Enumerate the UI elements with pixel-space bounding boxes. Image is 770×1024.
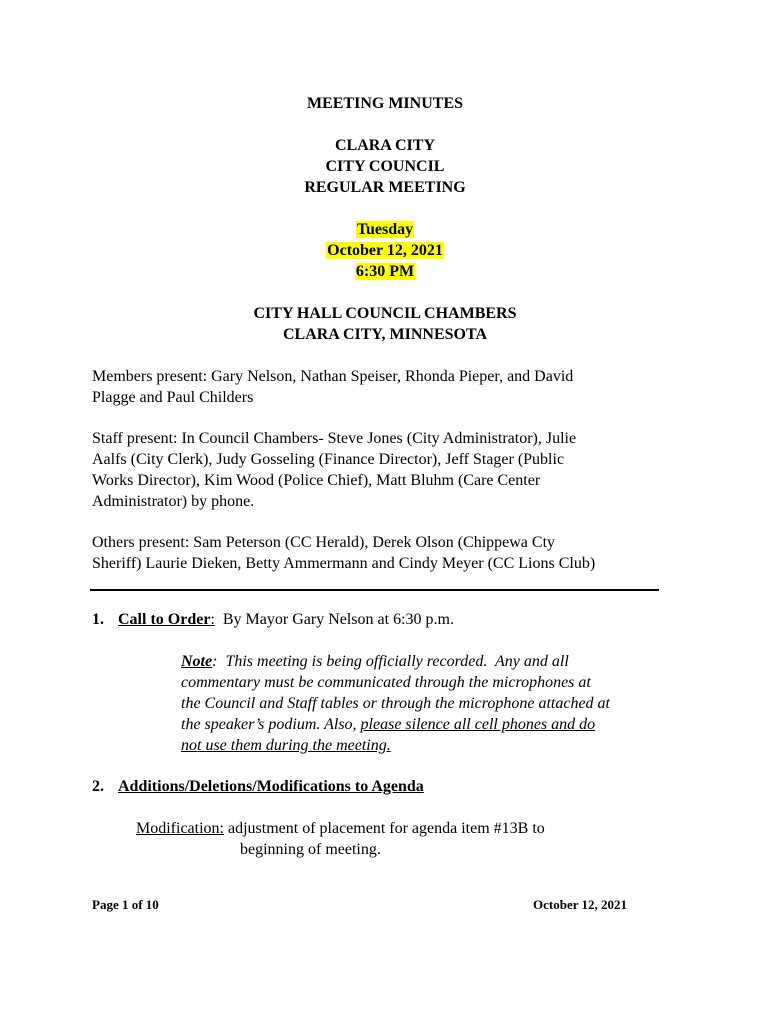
staff-line: Aalfs (City Clerk), Judy Gosseling (Finance Director), Jeff Stager (Public (92, 451, 565, 468)
location-venue: CITY HALL COUNCIL CHAMBERS (253, 305, 517, 322)
note-label: Note (181, 653, 213, 670)
others-line: Others present: Sam Peterson (CC Herald), Derek Olson (Chippewa Cty (92, 534, 556, 551)
staff-line: Staff present: In Council Chambers- Steve Jones (City Administrator), Julie (92, 430, 577, 447)
agenda-item-call-to-order (92, 609, 454, 630)
staff-line: Works Director), Kim Wood (Police Chief), Matt Bluhm (Care Center (92, 472, 541, 489)
city-name: CLARA CITY (334, 137, 435, 154)
location-city: CLARA CITY, MINNESOTA (282, 326, 488, 343)
note-underlined: not use them during the meeting. (181, 737, 391, 754)
staff-present (92, 428, 652, 512)
members-present (92, 366, 652, 408)
modification-label: Modification: (136, 820, 224, 837)
meeting-type: REGULAR MEETING (304, 179, 466, 196)
modification-text: adjustment of placement for agenda item #13B to (223, 820, 545, 837)
staff-line: Administrator) by phone. (92, 493, 255, 510)
agenda-item-heading: Call to Order (118, 611, 211, 628)
agenda-item-modifications (92, 776, 424, 797)
meeting-day: Tuesday (356, 221, 414, 238)
recording-note (181, 651, 661, 756)
footer-date: October 12, 2021 (533, 897, 627, 912)
agenda-item-number: 1. (92, 611, 104, 628)
modification-entry (136, 818, 656, 860)
members-line: Plagge and Paul Childers (92, 389, 254, 406)
council-name: CITY COUNCIL (325, 158, 445, 175)
note-colon: : (212, 653, 218, 670)
section-divider (90, 589, 659, 591)
note-line: the Council and Staff tables or through the microphone attached at (181, 695, 610, 712)
meeting-date: October 12, 2021 (327, 242, 443, 259)
page-number: Page 1 of 10 (92, 897, 159, 912)
agenda-item-heading: Additions/Deletions/Modifications to Agenda (118, 778, 424, 795)
meeting-time: 6:30 PM (355, 263, 415, 280)
note-line: This meeting is being officially recorded. Any and all (217, 653, 569, 670)
others-present (92, 532, 652, 574)
document-header (0, 93, 770, 345)
agenda-item-text: By Mayor Gary Nelson at 6:30 p.m. (214, 611, 454, 628)
document-title: MEETING MINUTES (306, 95, 464, 112)
members-line: Members present: Gary Nelson, Nathan Speiser, Rhonda Pieper, and David (92, 368, 574, 385)
agenda-item-number: 2. (92, 778, 104, 795)
modification-text: beginning of meeting. (240, 841, 381, 858)
others-line: Sheriff) Laurie Dieken, Betty Ammermann and Cindy Meyer (CC Lions Club) (92, 555, 596, 572)
note-line: commentary must be communicated through the microphones at (181, 674, 591, 691)
heading-colon: : (210, 611, 215, 628)
note-underlined: please silence all cell phones and do (360, 716, 596, 733)
note-line: the speaker’s podium. Also, (181, 716, 361, 733)
